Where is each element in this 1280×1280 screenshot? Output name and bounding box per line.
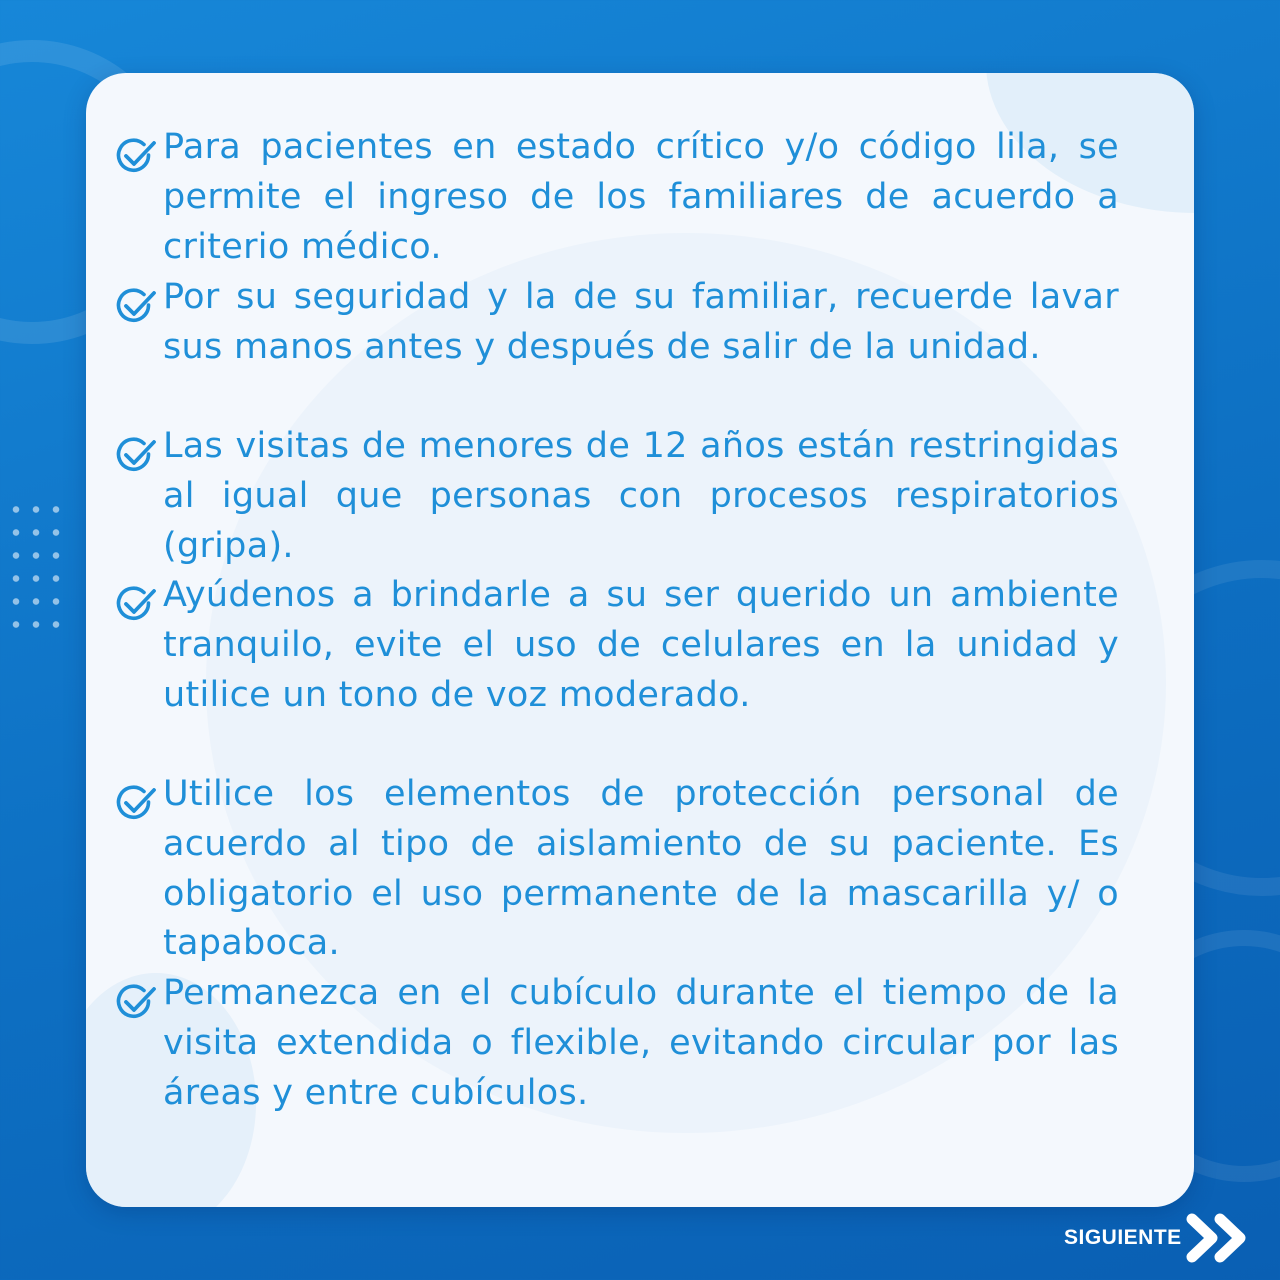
recommendations-list [86,73,1194,1207]
check-circle-icon [114,983,158,1023]
next-button-label: SIGUIENTE [1064,1226,1182,1249]
check-circle-icon [114,287,158,327]
check-circle-icon [114,784,158,824]
list-item-text: Utilice los elementos de protección personal de acuerdo al tipo de aislamiento de su paciente. Es obligatorio el uso permanente de la mascarilla y/ o tapaboca. [163,774,1119,964]
content-card [86,73,1194,1207]
list-item-text: Para pacientes en estado crítico y/o código lila, se permite el ingreso de los familiares de acuerdo a criterio médico. [163,127,1119,267]
decorative-dots [6,498,70,638]
list-item-text: Las visitas de menores de 12 años están restringidas al igual que personas con procesos respiratorios (gripa). [163,426,1119,566]
double-chevron-right-icon [1184,1212,1258,1264]
check-circle-icon [114,436,158,476]
list-item-text: Ayúdenos a brindarle a su ser querido un ambiente tranquilo, evite el uso de celulares en la unidad y utilice un tono de voz moderado. [163,575,1119,715]
list-item-text: Permanezca en el cubículo durante el tiempo de la visita extendida o flexible, evitando circular por las áreas y entre cubículos. [163,973,1119,1113]
check-circle-icon [114,585,158,625]
next-button[interactable] [1064,1210,1258,1266]
check-circle-icon [114,137,158,177]
list-item-text: Por su seguridad y la de su familiar, recuerde lavar sus manos antes y después de salir de la unidad. [163,277,1119,367]
